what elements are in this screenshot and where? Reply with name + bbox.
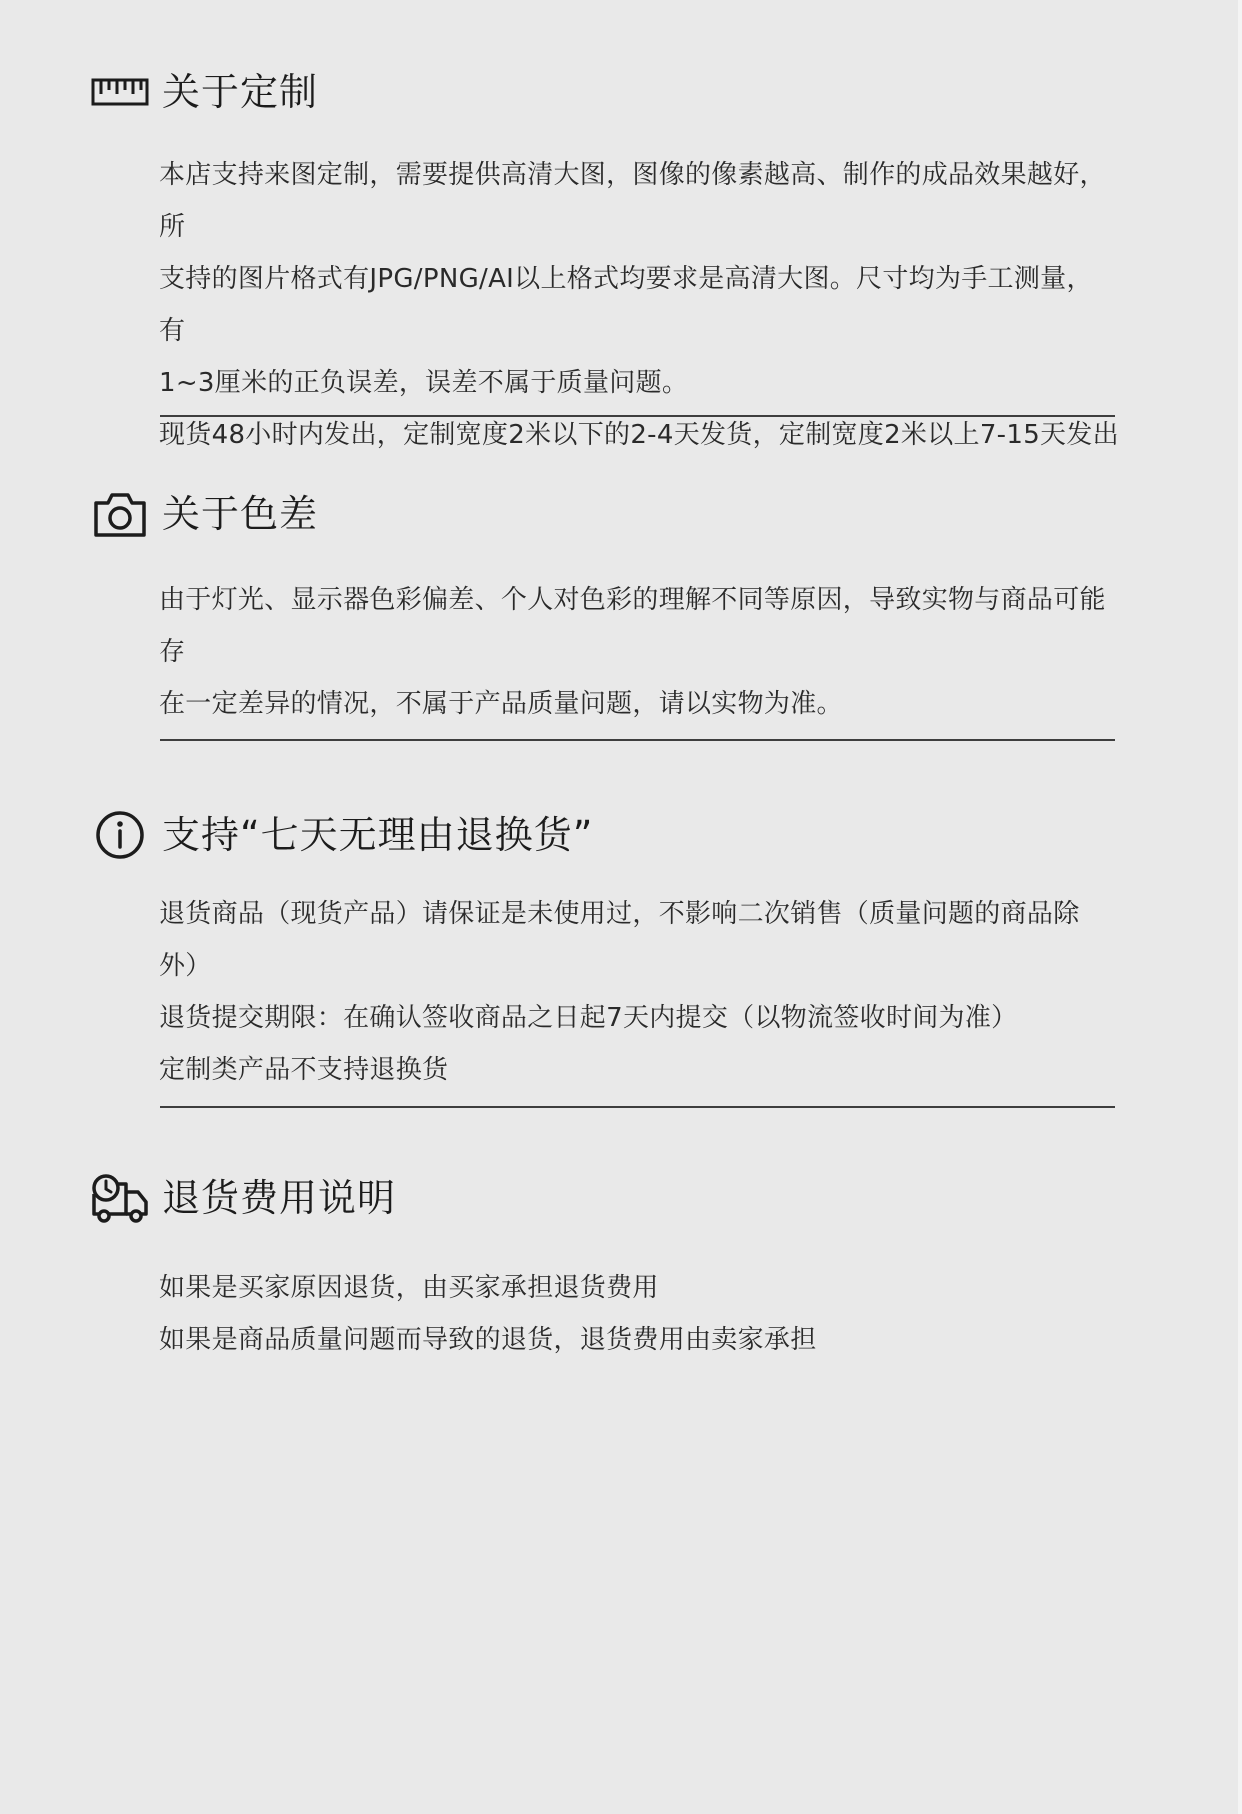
paragraph-line: 现货48小时内发出，定制宽度2米以下的2-4天发货，定制宽度2米以上7-15天发出: [159, 420, 1119, 450]
delivery-truck-icon: [90, 1168, 150, 1228]
info-icon: [90, 805, 150, 865]
paragraph-line: 定制类产品不支持退换货: [159, 1055, 449, 1085]
ruler-icon: [90, 62, 150, 122]
section-body: [159, 1262, 1119, 1366]
section-header: [90, 1168, 396, 1228]
section-title: 关于色差: [162, 492, 319, 536]
section-divider: [160, 415, 1115, 417]
paragraph-line: 退货提交期限：在确认签收商品之日起7天内提交（以物流签收时间为准）: [159, 1003, 1018, 1033]
section-title: 退货费用说明: [162, 1176, 397, 1220]
camera-icon: [90, 484, 150, 544]
section-header: [90, 62, 318, 122]
paragraph-line: 本店支持来图定制，需要提供高清大图，图像的像素越高、制作的成品效果越好，所: [159, 160, 1106, 242]
section-title: 关于定制: [162, 70, 319, 114]
paragraph-line: 在一定差异的情况，不属于产品质量问题，请以实物为准。: [159, 689, 843, 719]
paragraph-line: 由于灯光、显示器色彩偏差、个人对色彩的理解不同等原因，导致实物与商品可能存: [159, 585, 1106, 667]
section-body: [159, 574, 1119, 730]
paragraph-line: 如果是买家原因退货，由买家承担退货费用: [159, 1273, 659, 1303]
section-divider: [160, 739, 1115, 741]
right-edge-strip: [1238, 0, 1242, 1814]
paragraph-line: 1~3厘米的正负误差，误差不属于质量问题。: [159, 368, 689, 398]
paragraph-line: 如果是商品质量问题而导致的退货，退货费用由卖家承担: [159, 1325, 817, 1355]
section-title: 支持“七天无理由退换货”: [162, 813, 594, 857]
section-divider: [160, 1106, 1115, 1108]
section-header: [90, 484, 318, 544]
paragraph-line: 退货商品（现货产品）请保证是未使用过，不影响二次销售（质量问题的商品除外）: [159, 899, 1080, 981]
paragraph-line: 支持的图片格式有JPG/PNG/AI以上格式均要求是高清大图。尺寸均为手工测量，有: [159, 264, 1093, 346]
section-body: [159, 888, 1119, 1096]
section-header: [90, 805, 593, 865]
